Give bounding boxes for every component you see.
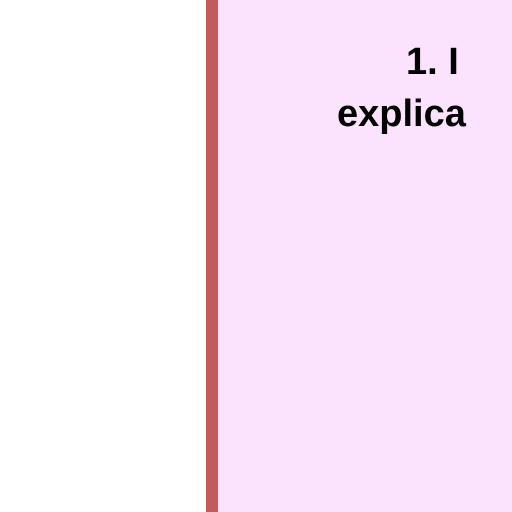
heading-line-2: explica xyxy=(337,93,466,135)
content-panel xyxy=(218,0,512,512)
vertical-divider xyxy=(206,0,218,512)
panel-heading xyxy=(337,36,466,140)
left-blank-area xyxy=(0,0,206,512)
heading-line-1: 1. I xyxy=(406,41,459,83)
